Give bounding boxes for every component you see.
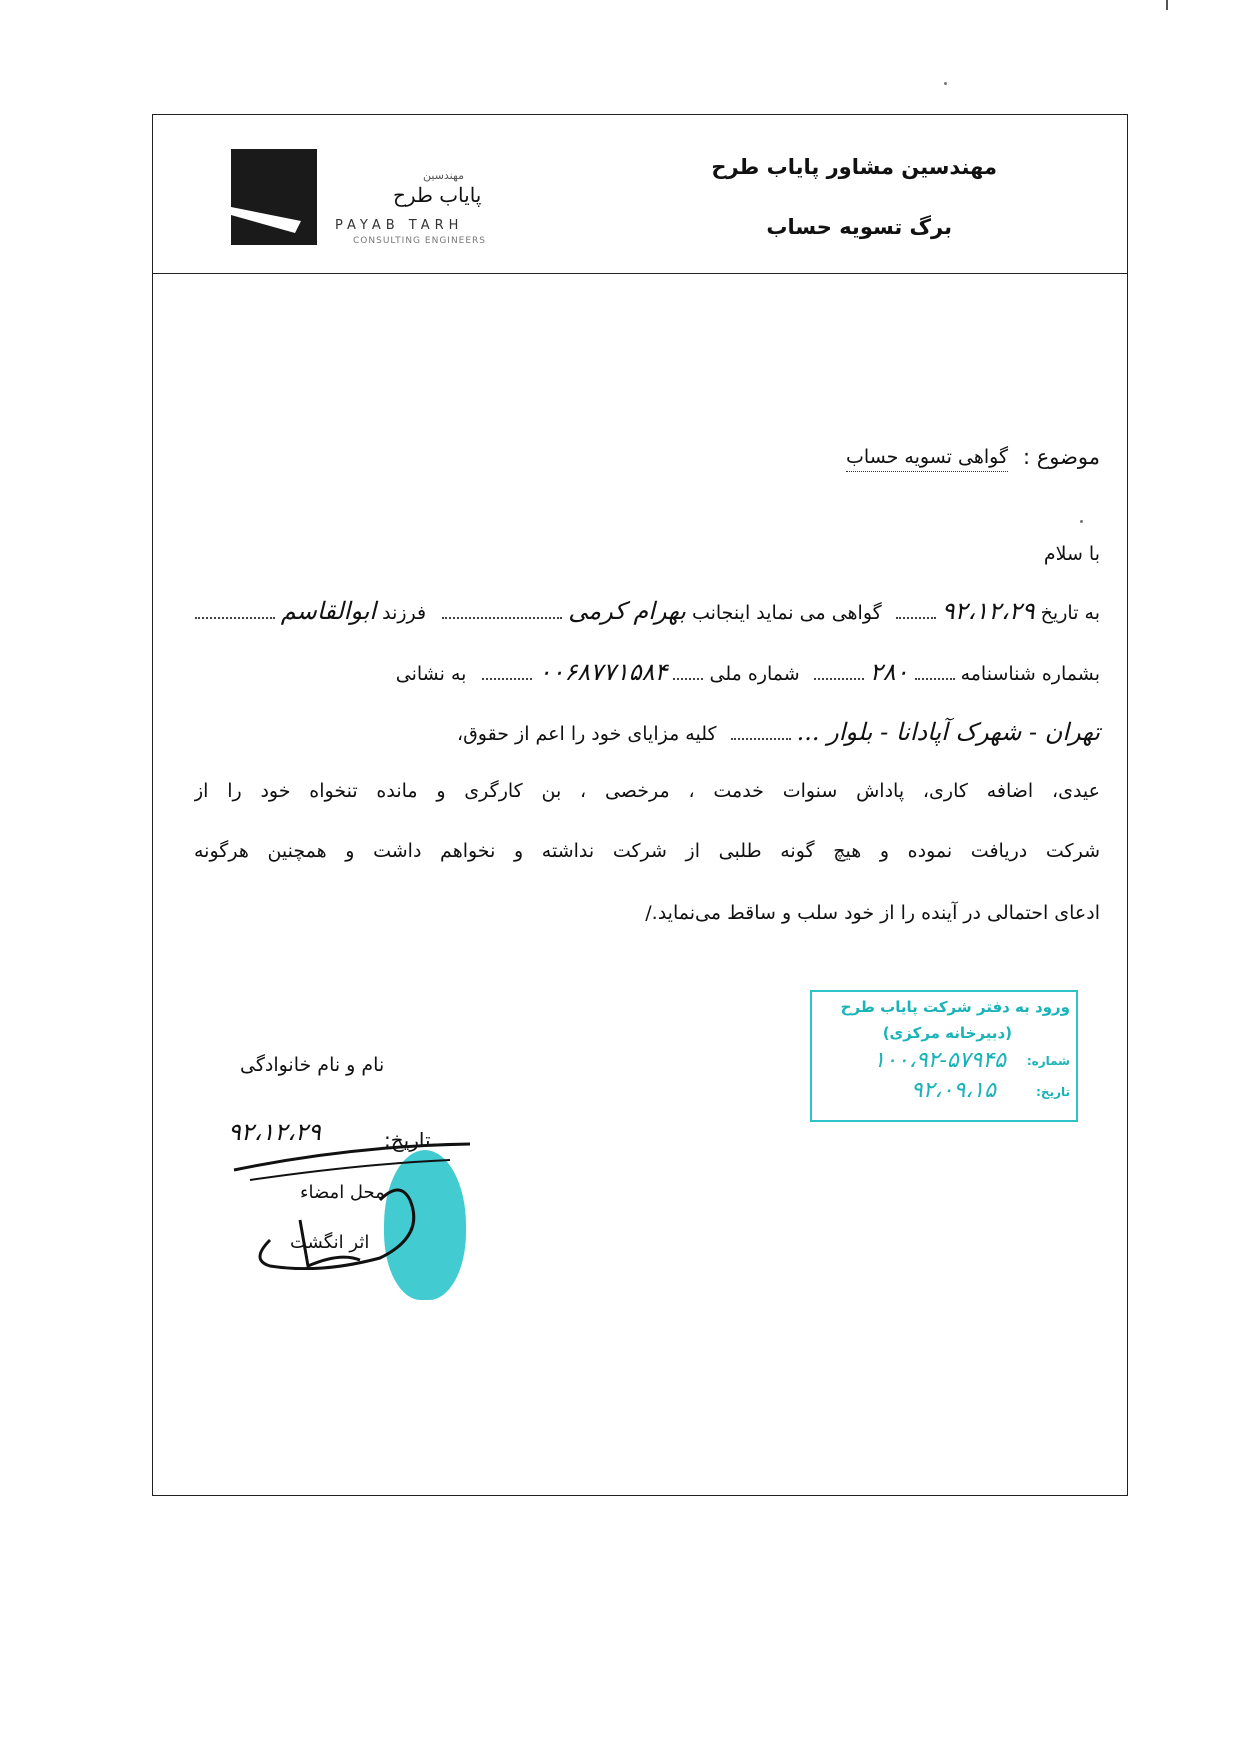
dotted-fill bbox=[814, 660, 864, 680]
body-line-5: شرکت دریافت نموده و هیچ گونه طلبی از شرکت نداشته و نخواهم داشت و همچنین هرگونه bbox=[194, 840, 1100, 862]
logo-persian-small: مهندسین bbox=[423, 169, 464, 182]
scan-edge-mark bbox=[1166, 0, 1168, 10]
body-line-3 bbox=[194, 718, 1100, 746]
greeting: با سلام bbox=[1043, 543, 1100, 565]
form-title: برگ تسویه حساب bbox=[766, 215, 952, 239]
stamp-number-label: شماره: bbox=[1026, 1054, 1070, 1068]
scan-speck bbox=[944, 82, 947, 85]
handwritten-address: تهران - شهرک آپادانا - بلوار ... bbox=[796, 718, 1100, 746]
dotted-fill bbox=[896, 599, 936, 619]
dotted-fill bbox=[673, 660, 703, 680]
handwritten-national-id: ۰۰۶۸۷۷۱۵۸۴ bbox=[538, 658, 668, 686]
dotted-fill bbox=[915, 660, 955, 680]
dotted-fill bbox=[482, 660, 532, 680]
line2-text-national: شماره ملی bbox=[709, 663, 800, 685]
subject-label: موضوع : bbox=[1022, 445, 1100, 469]
body-line-1 bbox=[194, 597, 1100, 625]
dotted-fill bbox=[442, 599, 562, 619]
company-logo-icon bbox=[231, 149, 317, 245]
fingerprint-label: اثر انگشت bbox=[290, 1232, 370, 1253]
handwritten-id-number: ۲۸۰ bbox=[869, 658, 909, 686]
line3-text: کلیه مزایای خود را اعم از حقوق، bbox=[456, 723, 717, 745]
handwritten-name: بهرام کرمی bbox=[568, 597, 686, 625]
handwritten-signature-icon bbox=[230, 1140, 480, 1270]
line1-text-date: به تاریخ bbox=[1040, 602, 1100, 624]
stamp-subtitle: (دبیرخانه مرکزی) bbox=[882, 1024, 1012, 1042]
registry-stamp bbox=[810, 990, 1078, 1122]
letterhead bbox=[153, 115, 1127, 274]
stamp-date-label: تاریخ: bbox=[1036, 1085, 1070, 1099]
signature-date: ۹۲،۱۲،۲۹ bbox=[228, 1118, 321, 1146]
stamp-date: ۹۲،۰۹،۱۵ bbox=[910, 1078, 996, 1103]
handwritten-date: ۹۲،۱۲،۲۹ bbox=[941, 597, 1035, 625]
signature-place-label: محل امضاء bbox=[300, 1182, 385, 1203]
logo-english: PAYAB TARH bbox=[335, 218, 464, 233]
company-name: مهندسین مشاور پایاب طرح bbox=[711, 155, 997, 179]
body-line-6: ادعای احتمالی در آینده را از خود سلب و ساقط می‌نماید./ bbox=[645, 902, 1100, 924]
stamp-title: ورود به دفتر شرکت پایاب طرح bbox=[840, 998, 1070, 1016]
logo-subtitle: CONSULTING ENGINEERS bbox=[353, 236, 487, 246]
line1-text-child-of: فرزند bbox=[382, 602, 427, 624]
line2-text-address: به نشانی bbox=[395, 663, 467, 685]
subject-text: گواهی تسویه حساب bbox=[846, 446, 1008, 472]
body-line-2 bbox=[194, 658, 1100, 686]
dotted-fill bbox=[195, 599, 275, 619]
stamp-number: ۱۰۰،۹۲-۵۷۹۴۵ bbox=[873, 1048, 1006, 1073]
logo-persian: پایاب طرح bbox=[393, 183, 482, 207]
line2-text-id: بشماره شناسنامه bbox=[960, 663, 1100, 685]
line1-text-certify: گواهی می نماید اینجانب bbox=[691, 602, 882, 624]
body-line-4: عیدی، اضافه کاری، پاداش سنوات خدمت ، مرخصی ، بن کارگری و مانده تنخواه خود را از bbox=[194, 780, 1100, 802]
name-label: نام و نام خانوادگی bbox=[240, 1054, 385, 1076]
signature-date-label: تاریخ: bbox=[384, 1128, 431, 1152]
handwritten-father-name: ابوالقاسم bbox=[280, 597, 377, 625]
dotted-fill bbox=[731, 720, 791, 740]
